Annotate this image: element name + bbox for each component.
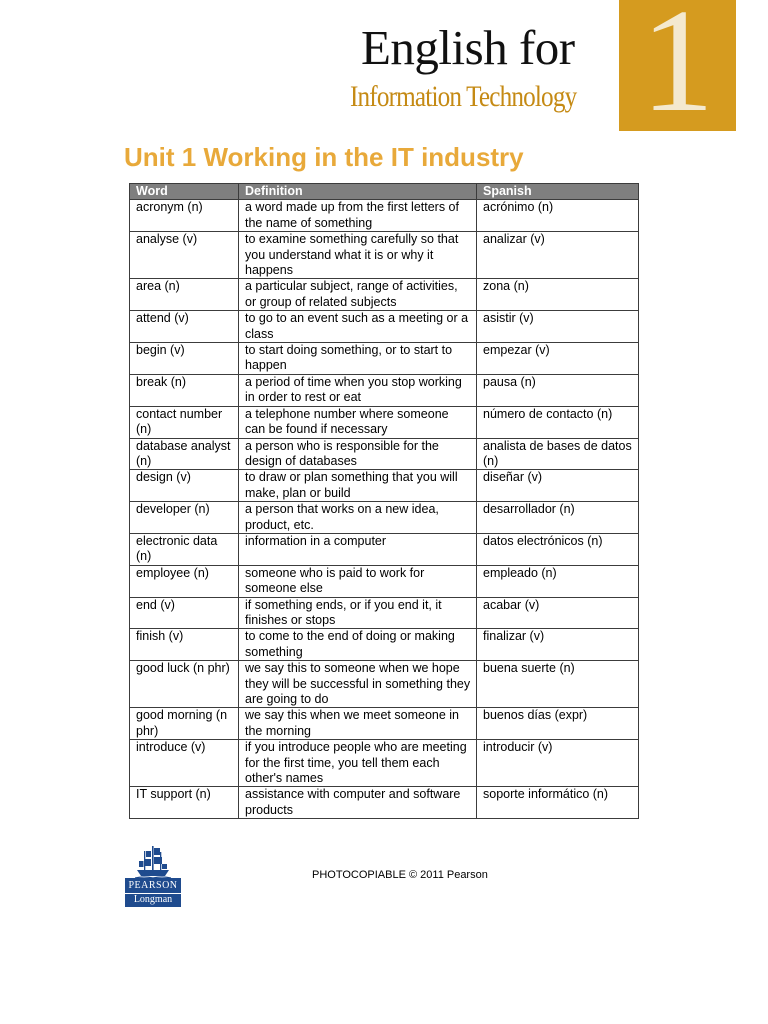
table-row xyxy=(130,787,639,819)
cell-spanish: introducir (v) xyxy=(477,740,639,787)
table-row xyxy=(130,311,639,343)
cell-word: good luck (n phr) xyxy=(130,661,239,708)
table-row xyxy=(130,629,639,661)
cell-definition: a period of time when you stop working in order to rest or eat xyxy=(239,374,477,406)
table-row xyxy=(130,708,639,740)
unit-number: 1 xyxy=(640,0,715,131)
cell-definition: someone who is paid to work for someone else xyxy=(239,565,477,597)
table-row xyxy=(130,740,639,787)
cell-word: introduce (v) xyxy=(130,740,239,787)
table-row xyxy=(130,232,639,279)
cell-spanish: buena suerte (n) xyxy=(477,661,639,708)
cell-word: employee (n) xyxy=(130,565,239,597)
cell-definition: if something ends, or if you end it, it finishes or stops xyxy=(239,597,477,629)
table-row xyxy=(130,343,639,375)
cell-definition: we say this when we meet someone in the morning xyxy=(239,708,477,740)
cell-word: design (v) xyxy=(130,470,239,502)
logo-pearson-text: PEARSON xyxy=(125,878,181,893)
cell-spanish: pausa (n) xyxy=(477,374,639,406)
cell-spanish: empleado (n) xyxy=(477,565,639,597)
cell-word: finish (v) xyxy=(130,629,239,661)
cell-word: good morning (n phr) xyxy=(130,708,239,740)
cell-definition: to go to an event such as a meeting or a class xyxy=(239,311,477,343)
cell-spanish: datos electrónicos (n) xyxy=(477,533,639,565)
cell-definition: a word made up from the first letters of the name of something xyxy=(239,200,477,232)
cell-spanish: finalizar (v) xyxy=(477,629,639,661)
table-row xyxy=(130,502,639,534)
cell-word: area (n) xyxy=(130,279,239,311)
book-title: English for xyxy=(361,20,575,75)
cell-definition: a particular subject, range of activities, or group of related subjects xyxy=(239,279,477,311)
table-row xyxy=(130,374,639,406)
table-row xyxy=(130,279,639,311)
table-row xyxy=(130,406,639,438)
cell-word: electronic data (n) xyxy=(130,533,239,565)
book-subtitle: Information Technology xyxy=(350,80,577,113)
cell-definition: to start doing something, or to start to happen xyxy=(239,343,477,375)
logo-longman-text: Longman xyxy=(125,893,181,907)
header-word: Word xyxy=(130,184,239,200)
pearson-longman-logo xyxy=(125,845,181,907)
cell-word: developer (n) xyxy=(130,502,239,534)
table-row xyxy=(130,438,639,470)
cell-definition: to examine something carefully so that you understand what it is or why it happens xyxy=(239,232,477,279)
unit-number-badge xyxy=(619,0,736,131)
cell-spanish: desarrollador (n) xyxy=(477,502,639,534)
cell-definition: to come to the end of doing or making something xyxy=(239,629,477,661)
cell-definition: a person that works on a new idea, product, etc. xyxy=(239,502,477,534)
cell-definition: assistance with computer and software products xyxy=(239,787,477,819)
cell-spanish: zona (n) xyxy=(477,279,639,311)
cell-definition: we say this to someone when we hope they will be successful in something they are going to do xyxy=(239,661,477,708)
cell-spanish: acrónimo (n) xyxy=(477,200,639,232)
table-row xyxy=(130,597,639,629)
table-row xyxy=(130,200,639,232)
vocabulary-table-body xyxy=(130,200,639,819)
table-row xyxy=(130,470,639,502)
cell-word: IT support (n) xyxy=(130,787,239,819)
cell-word: break (n) xyxy=(130,374,239,406)
table-row xyxy=(130,565,639,597)
copyright-footer: PHOTOCOPIABLE © 2011 Pearson xyxy=(312,869,488,881)
cell-spanish: analista de bases de datos (n) xyxy=(477,438,639,470)
cell-spanish: asistir (v) xyxy=(477,311,639,343)
unit-title: Unit 1 Working in the IT industry xyxy=(124,142,524,172)
header-spanish: Spanish xyxy=(477,184,639,200)
cell-definition: information in a computer xyxy=(239,533,477,565)
cell-definition: a telephone number where someone can be found if necessary xyxy=(239,406,477,438)
table-header-row xyxy=(130,184,639,200)
cell-word: end (v) xyxy=(130,597,239,629)
cell-word: contact number (n) xyxy=(130,406,239,438)
cell-word: acronym (n) xyxy=(130,200,239,232)
cell-spanish: acabar (v) xyxy=(477,597,639,629)
cell-definition: a person who is responsible for the design of databases xyxy=(239,438,477,470)
cell-word: attend (v) xyxy=(130,311,239,343)
ship-icon xyxy=(135,845,171,879)
cell-word: begin (v) xyxy=(130,343,239,375)
vocabulary-table xyxy=(129,183,639,819)
cell-word: analyse (v) xyxy=(130,232,239,279)
cell-spanish: diseñar (v) xyxy=(477,470,639,502)
cell-definition: if you introduce people who are meeting for the first time, you tell them each other's names xyxy=(239,740,477,787)
cell-spanish: buenos días (expr) xyxy=(477,708,639,740)
table-row xyxy=(130,533,639,565)
cell-spanish: empezar (v) xyxy=(477,343,639,375)
cell-spanish: analizar (v) xyxy=(477,232,639,279)
cell-word: database analyst (n) xyxy=(130,438,239,470)
cell-spanish: soporte informático (n) xyxy=(477,787,639,819)
header-definition: Definition xyxy=(239,184,477,200)
table-row xyxy=(130,661,639,708)
cell-spanish: número de contacto (n) xyxy=(477,406,639,438)
cell-definition: to draw or plan something that you will make, plan or build xyxy=(239,470,477,502)
